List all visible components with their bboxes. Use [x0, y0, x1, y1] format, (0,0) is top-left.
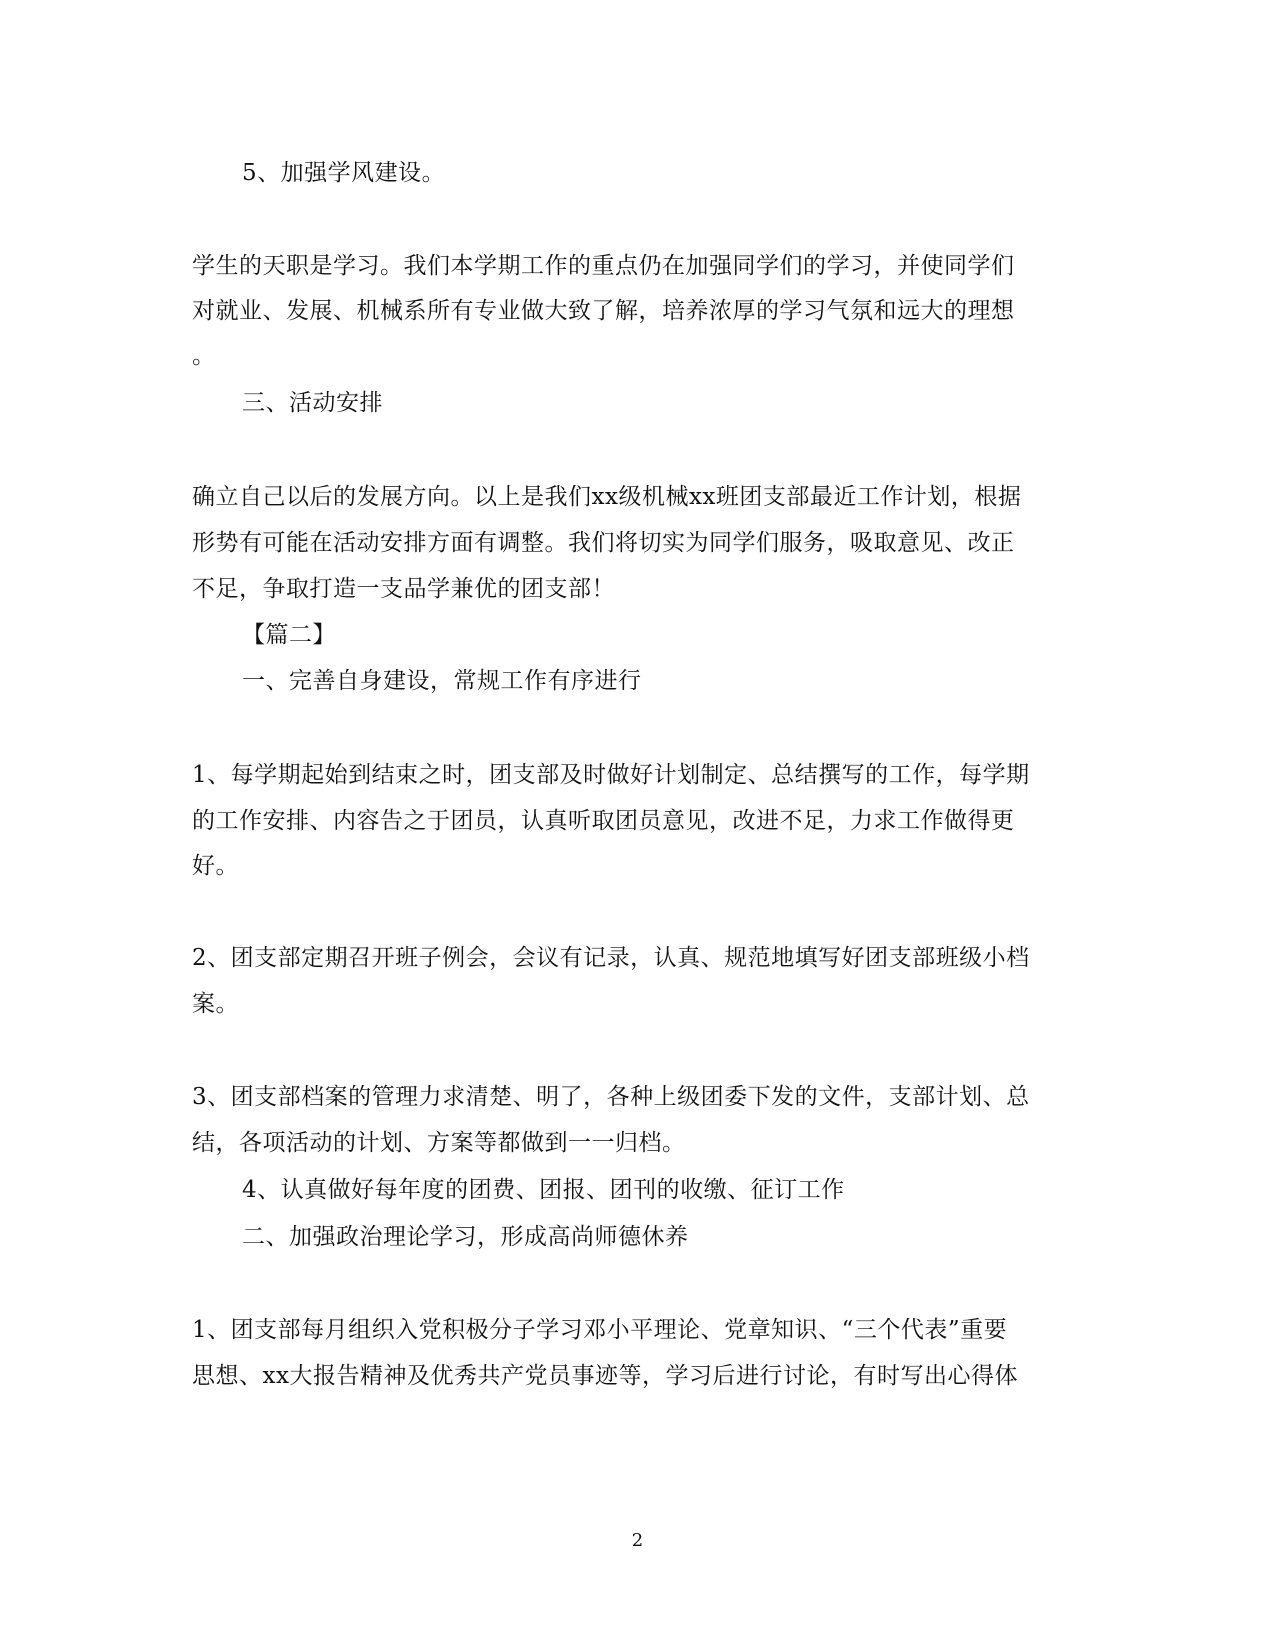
- text-line: 好。: [192, 853, 239, 879]
- section-heading: 一、完善自身建设，常规工作有序进行: [242, 668, 642, 694]
- text-line: 结，各项活动的计划、方案等都做到一一归档。: [192, 1130, 686, 1156]
- text-line: 1、每学期起始到结束之时，团支部及时做好计划制定、总结撰写的工作，每学期: [192, 762, 1030, 788]
- section-heading: 三、活动安排: [242, 390, 383, 416]
- text-line: 确立自己以后的发展方向。以上是我们xx级机械xx班团支部最近工作计划，根据: [192, 484, 1022, 510]
- text-line: 学生的天职是学习。我们本学期工作的重点仍在加强同学们的学习，并使同学们: [192, 253, 1015, 279]
- text-line: 2、团支部定期召开班子例会，会议有记录，认真、规范地填写好团支部班级小档: [192, 945, 1030, 971]
- part-heading: 【篇二】: [242, 622, 336, 648]
- text-line: 4、认真做好每年度的团费、团报、团刊的收缴、征订工作: [242, 1177, 845, 1203]
- text-line: 。: [192, 343, 216, 369]
- text-line: 对就业、发展、机械系所有专业做大致了解，培养浓厚的学习气氛和远大的理想: [192, 298, 1015, 324]
- section-heading: 二、加强政治理论学习，形成高尚师德休养: [242, 1224, 689, 1250]
- text-line: 思想、xx大报告精神及优秀共产党员事迹等，学习后进行讨论，有时写出心得体: [192, 1363, 1018, 1389]
- text-line: 的工作安排、内容告之于团员，认真听取团员意见，改进不足，力求工作做得更: [192, 808, 1015, 834]
- text-line: 不足，争取打造一支品学兼优的团支部！: [192, 576, 615, 602]
- text-line: 5、加强学风建设。: [242, 160, 446, 186]
- page-number: 2: [631, 1530, 644, 1551]
- text-line: 形势有可能在活动安排方面有调整。我们将切实为同学们服务，吸取意见、改正: [192, 530, 1015, 556]
- text-line: 案。: [192, 991, 239, 1017]
- text-line: 1、团支部每月组织入党积极分子学习邓小平理论、党章知识、“三个代表”重要: [192, 1317, 1008, 1343]
- text-line: 3、团支部档案的管理力求清楚、明了，各种上级团委下发的文件，支部计划、总: [192, 1084, 1030, 1110]
